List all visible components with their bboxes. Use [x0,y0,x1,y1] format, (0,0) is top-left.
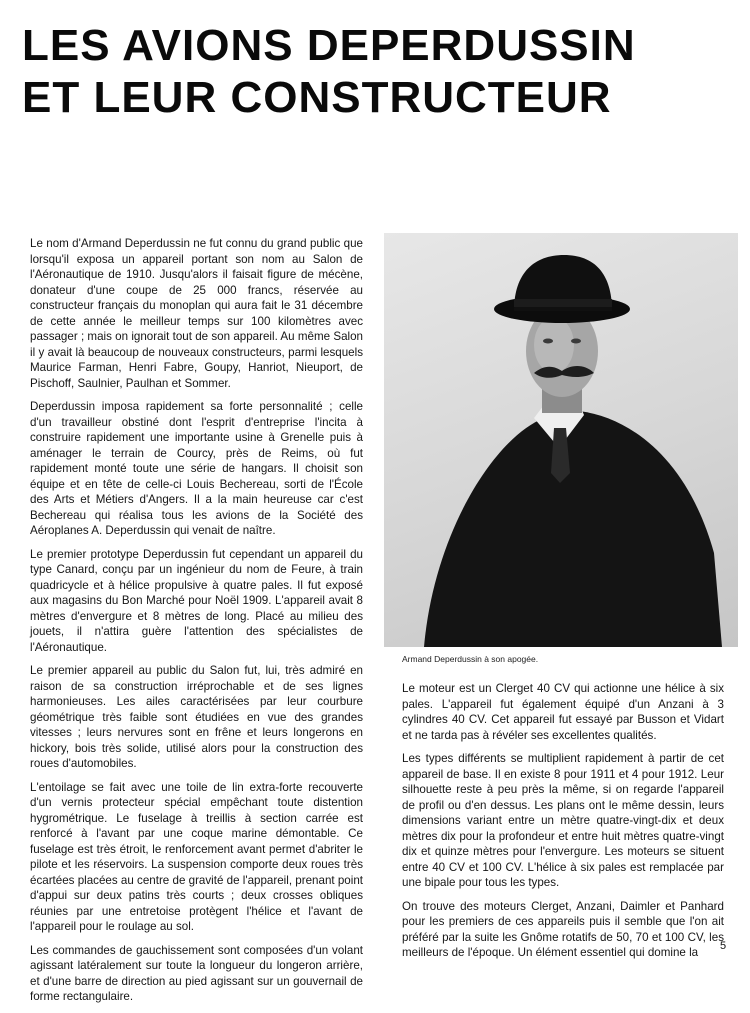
article-title [22,20,732,124]
right-text-column [402,681,727,969]
portrait-illustration [384,233,738,647]
paragraph: L'entoilage se fait avec une toile de lin extra-forte recouverte d'un vernis protecteur spécial empêchant toute distention hygrométrique. Le fuselage à treillis à section carrée est renforcé à l'avant par une coque marine démontable. Ce fuselage est très étroit, le renforcement avant permet d'abriter le pilote et les réservoirs. La suspension comporte deux roues très écartées placées au centre de gravité de l'appareil, prenant point d'appui sur deux patins très courts ; deux crosses obliques réunies par une entretoise protègent l'hélice et l'avant de l'appareil pour le roulage au sol. [30,780,363,933]
paragraph: On trouve des moteurs Clerget, Anzani, Daimler et Panhard pour les premiers de ces appareils puis il semble que l'on ait préféré par la suite les Gnôme rotatifs de 50, 70 et 100 CV, les meilleurs de l'époque. Un élément essentiel qui domine la [402,899,724,959]
paragraph: Le premier appareil au public du Salon fut, lui, très admiré en raison de sa construction irréprochable et de ses lignes harmonieuses. Les ailes caractérisées par leur courbure géométrique très faible sont étudiées en vue des grandes vitesses ; leurs nervures sont en frêne et leurs longerons en hickory, bois très solide, utilisé alors pour la construction des roues d'automobiles. [30,664,363,770]
paragraph: Deperdussin imposa rapidement sa forte personnalité ; celle d'un travailleur obstiné dont l'esprit d'entreprise l'incita à construire rapidement une importante usine à Grenelle puis à aménager le terrain de Courcy, près de Reims, où fut rapidement monté toute une série de hangars. Il choisit son équipe et en tête de celle-ci Louis Bechereau, sorti de l'École des Arts et Métiers d'Angers. Il a la main heureuse car c'est Bechereau qui réalisa tous les avions de la Société des Aéroplanes A. Deperdussin qui venait de naître. [30,400,363,537]
left-text-column [30,236,363,1013]
portrait-photo [384,233,738,647]
paragraph: Le nom d'Armand Deperdussin ne fut connu du grand public que lorsqu'il exposa un appareil portant son nom au Salon de l'Aéronautique de 1910. Jusqu'alors il faisait figure de mécène, donateur d'une coupe de 25 000 francs, réservée au constructeur français du monoplan qui aura fait le 31 décembre de cette année le meilleur temps sur 100 kilomètres avec passager ; mais on ignorait tout de son appareil. Au même Salon il y avait là beaucoup de nouveaux constructeurs, parmi lesquels Maurice Farman, Henri Fabre, Goupy, Hanriot, Nieuport, de Pischoff, Saulnier, Paulhan et Sommer. [30,237,363,390]
paragraph: Le moteur est un Clerget 40 CV qui actionne une hélice à six pales. L'appareil fut également équipé d'un Anzani à 3 cylindres 40 CV. Cet appareil fut essayé par Busson et Vidart et ne tarda pas à révéler ses excellentes qualités. [402,682,724,742]
title-line-2: ET LEUR CONSTRUCTEUR [22,73,612,122]
photo-caption: Armand Deperdussin à son apogée. [402,654,539,664]
paragraph: Les types différents se multiplient rapidement à partir de cet appareil de base. Il en existe 8 pour 1911 et 4 pour 1912. Leur silhouette reste à peu près la même, si on regarde l'appareil de profil ou d'en dessus. Les plans ont le même dessin, leurs dimensions variant entre un mètre quatre-vingt-dix et deux mètres dix pour la profondeur et entre huit mètres quatre-vingt dix et quinze mètres pour l'envergure. Les moteurs se situent entre 40 CV et 100 CV. L'hélice à six pales est remplacée par une bipale pour tous les types. [402,752,724,889]
paragraph: Les commandes de gauchissement sont composées d'un volant agissant latéralement sur toute la longueur du longeron arrière, et d'une barre de direction au pied agissant sur un gouvernail de forme rectangulaire. [30,943,363,1003]
title-line-1: LES AVIONS DEPERDUSSIN [22,21,636,70]
page-number: 5 [720,940,727,952]
paragraph: Le premier prototype Deperdussin fut cependant un appareil du type Canard, conçu par un ingénieur du nom de Feure, à train quadricycle et à hélice propulsive à quatre pales. Il fut exposé aux magasins du Bon Marché pour Noël 1909. L'appareil avait 8 mètres d'envergure et 8 mètres de long. Placé au milieu des jouets, il n'attira guère l'attention des spécialistes de l'Aéronautique. [30,547,363,654]
